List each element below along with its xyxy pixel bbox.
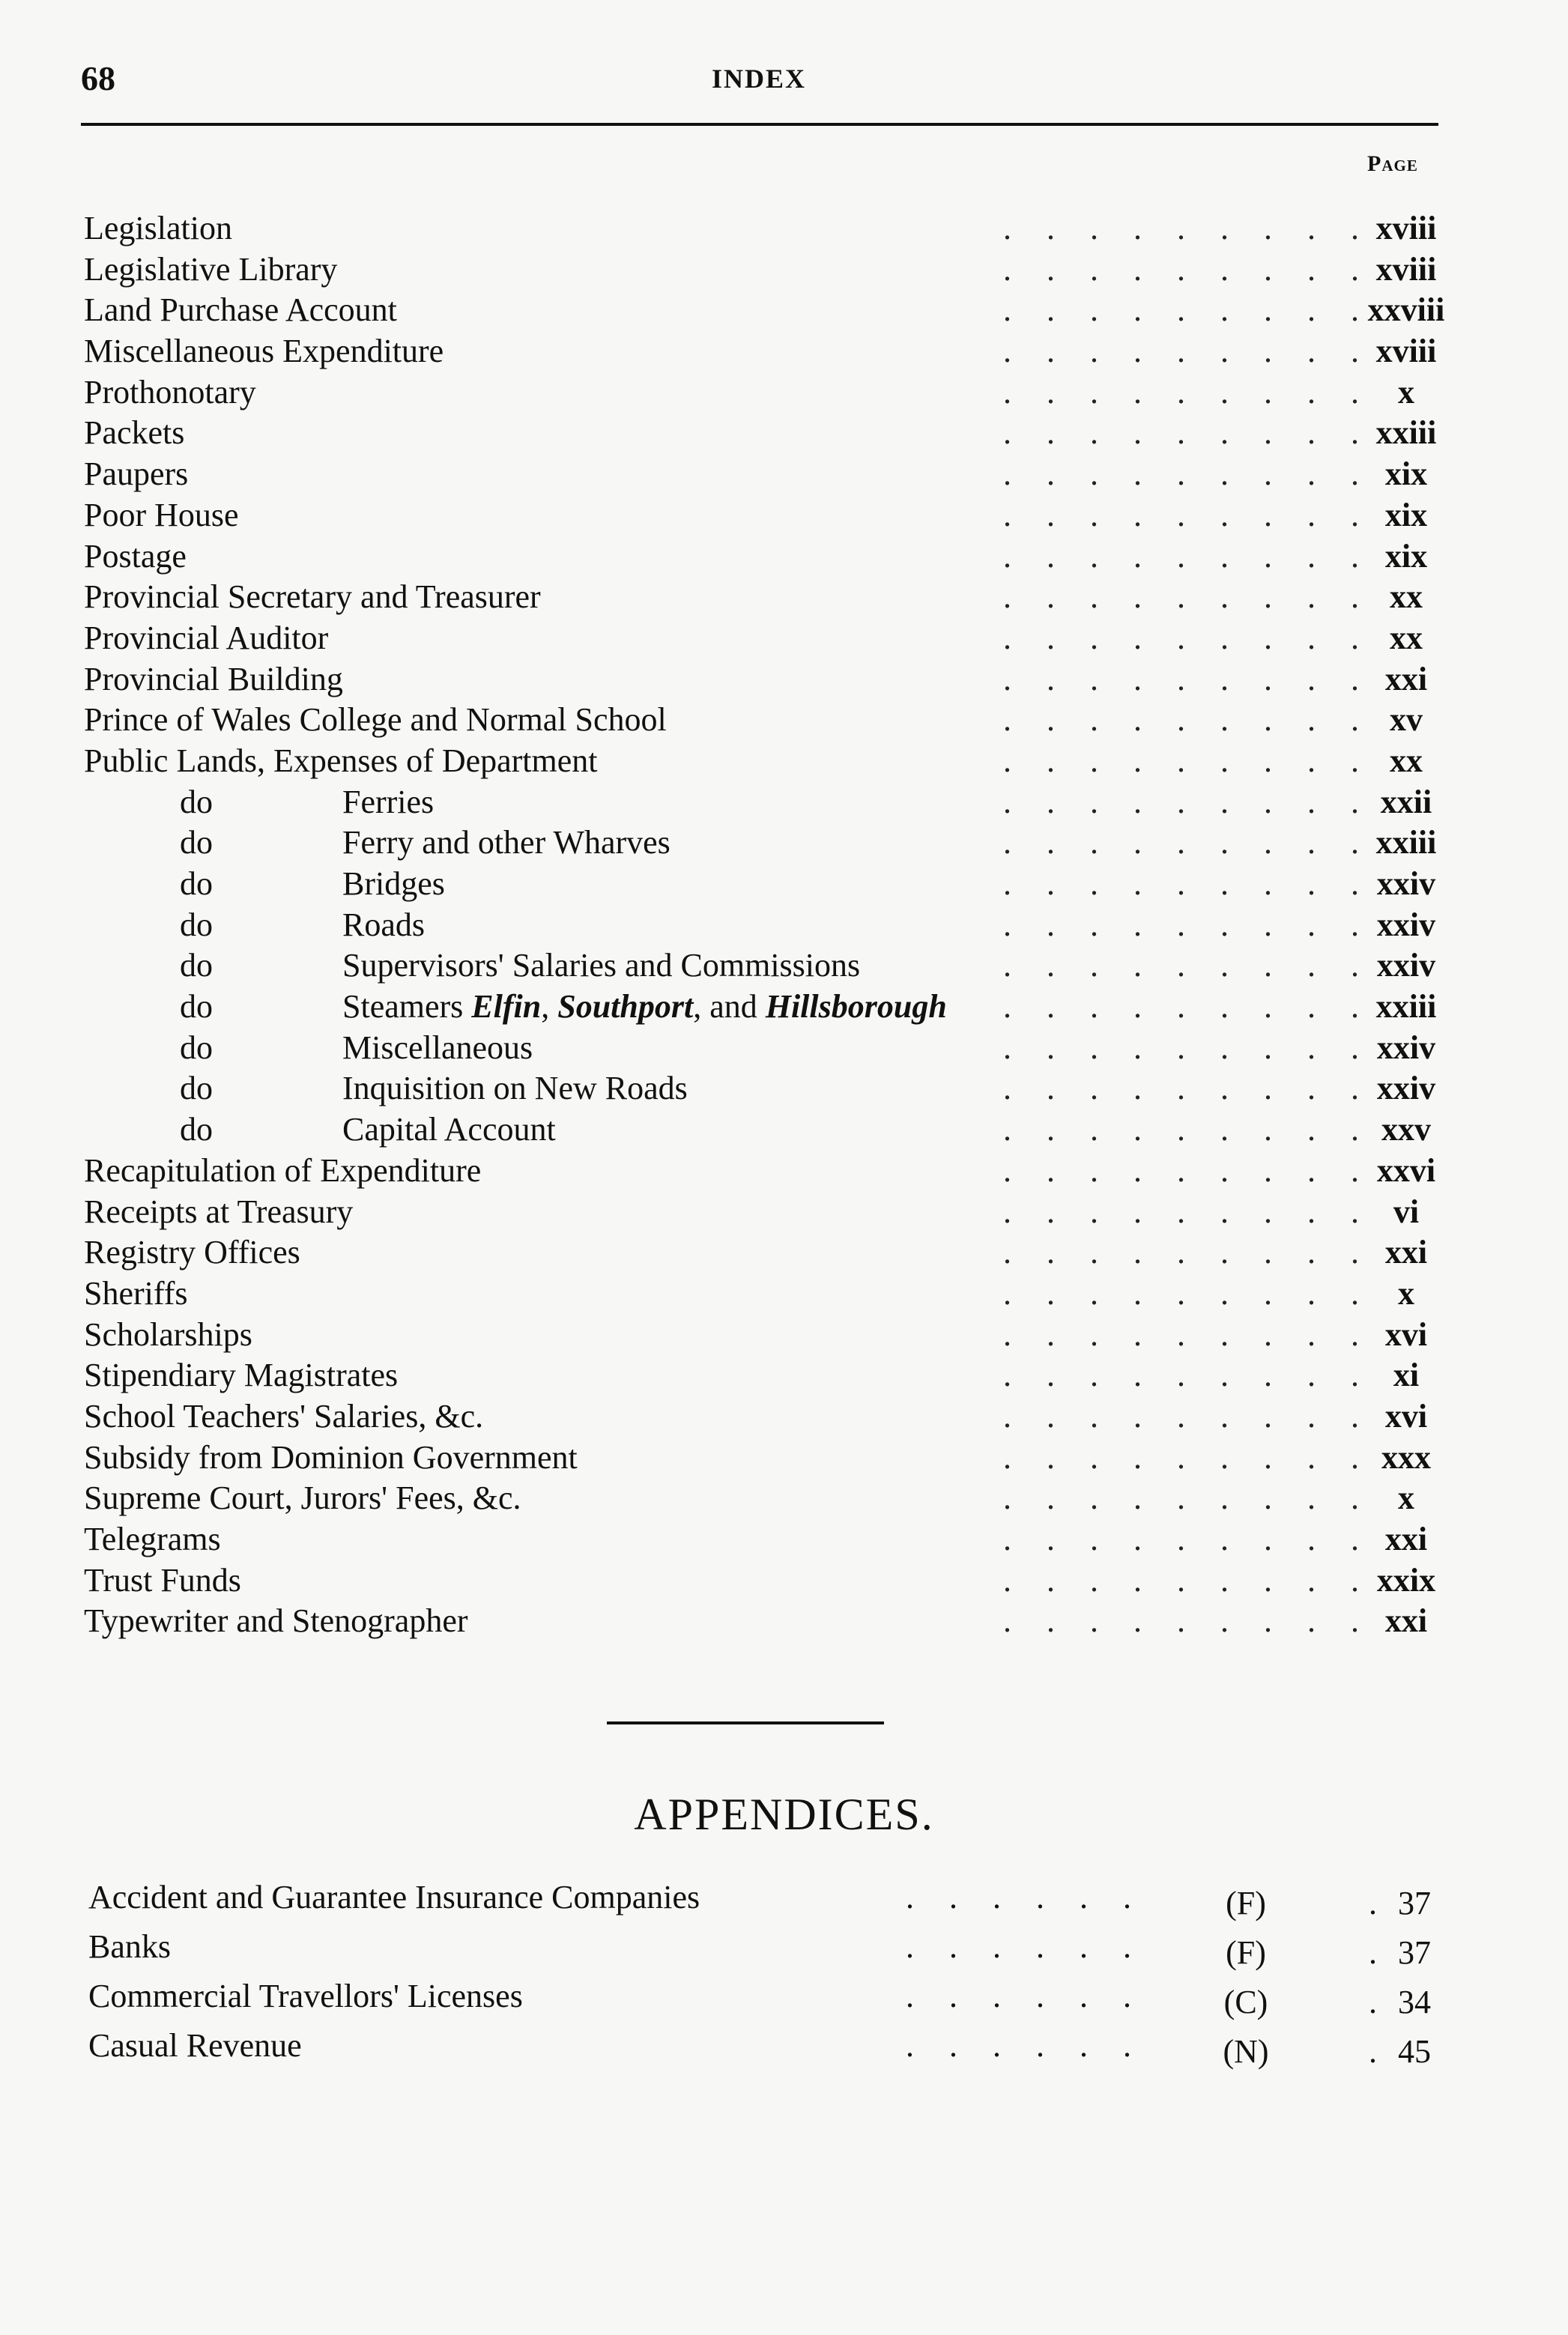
dot-leader: . . . . . .: [906, 1978, 1145, 2014]
entry-sublabel: Bridges: [342, 865, 445, 902]
entry-label: Receipts at Treasury: [84, 1193, 354, 1230]
ditto-mark: do: [180, 906, 213, 943]
ditto-mark: do: [180, 1111, 213, 1148]
index-entry: [84, 1232, 1455, 1274]
dot-leader: . . . . . . . . .: [1003, 1151, 1372, 1189]
entry-page: x: [1398, 373, 1414, 411]
dot-leader: . . . . . . . . .: [1003, 1602, 1372, 1640]
dot-leader: . . . . . . . . .: [1003, 578, 1372, 616]
dot-leader: . . . . . . . . .: [1003, 1397, 1372, 1435]
entry-label: Prince of Wales College and Normal School: [84, 701, 667, 739]
entry-label: Stipendiary Magistrates: [84, 1357, 399, 1394]
entry-page: xxi: [1384, 660, 1428, 697]
index-entry: [84, 659, 1455, 700]
appendices-title: APPENDICES.: [634, 1790, 934, 1839]
entry-page: xxv: [1381, 1111, 1431, 1148]
appendix-label: Accident and Guarantee Insurance Companies: [88, 1879, 700, 1915]
appendix-label: Commercial Travellors' Licenses: [88, 1978, 523, 2014]
entry-label: Provincial Building: [84, 660, 343, 697]
appendix-code: (F): [1226, 1934, 1266, 1971]
dot-leader: . . . . . . . . .: [1003, 1521, 1372, 1557]
entry-label: Trust Funds: [84, 1561, 241, 1599]
entry-sublabel: Inquisition on New Roads: [342, 1070, 688, 1107]
entry-label: Supreme Court, Jurors' Fees, &c.: [84, 1480, 521, 1517]
entry-label: Postage: [84, 537, 187, 575]
index-entry: [84, 536, 1455, 578]
sublabel-part: Steamers: [342, 988, 472, 1026]
appendices-list: [88, 1873, 1444, 2071]
index-entry: [84, 1355, 1455, 1396]
entry-page: vi: [1393, 1193, 1420, 1230]
entry-page: xxiv: [1376, 947, 1436, 984]
entry-page: xxi: [1384, 1521, 1428, 1557]
appendix-entry: [88, 1972, 1444, 2021]
entry-label: Provincial Auditor: [84, 619, 329, 656]
dot-leader: . . . . . . . . .: [1003, 333, 1372, 370]
index-entry: [84, 741, 1455, 782]
entry-page: xix: [1384, 496, 1428, 533]
entry-page: x: [1398, 1274, 1414, 1312]
entry-page: xxvi: [1376, 1151, 1436, 1189]
entry-label: Public Lands, Expenses of Department: [84, 742, 598, 779]
ditto-mark: do: [180, 1070, 213, 1107]
entry-label: Telegrams: [84, 1521, 221, 1557]
index-entry: [84, 1438, 1455, 1479]
dot-leader: . . . . . . . . .: [1003, 373, 1372, 411]
index-entry: [84, 1151, 1455, 1192]
ditto-mark: do: [180, 1029, 213, 1066]
entry-label: Recapitulation of Expenditure: [84, 1151, 482, 1189]
page-column-heading: Page: [1367, 151, 1418, 176]
index-entry: [84, 413, 1455, 454]
entry-label: Land Purchase Account: [84, 291, 397, 329]
index-entry: [84, 1028, 1455, 1069]
dot-leader: . . . . . . . . .: [1003, 210, 1372, 246]
index-entry: [84, 823, 1455, 864]
index-entry: [84, 454, 1455, 495]
appendix-page: 45: [1398, 2033, 1431, 2070]
dot-leader: . . . . . .: [906, 1928, 1145, 1965]
dot-leader: . . . . . . . . .: [1003, 1357, 1372, 1394]
entry-sublabel: Ferries: [342, 783, 435, 820]
dot-leader: . . . . . . . . .: [1003, 1480, 1372, 1517]
sublabel-part: Elfin: [471, 988, 542, 1026]
index-entry: [84, 700, 1455, 741]
index-entry: [84, 1068, 1455, 1109]
appendix-page: 37: [1398, 1885, 1431, 1921]
entry-page: xxiv: [1376, 1029, 1436, 1066]
dot-leader: . . . . . . . . .: [1003, 291, 1372, 329]
dot-leader: . . . . . . . . .: [1003, 250, 1372, 288]
entry-label: Miscellaneous Expenditure: [84, 333, 444, 370]
entry-page: xxi: [1384, 1602, 1428, 1640]
dot-leader: .: [1369, 1984, 1377, 2020]
dot-leader: . . . . . . . . .: [1003, 824, 1372, 861]
appendix-entry: [88, 1873, 1444, 1922]
entry-label: Paupers: [84, 455, 189, 493]
dot-leader: . . . . . . . . .: [1003, 1315, 1372, 1353]
entry-page: xvi: [1384, 1397, 1428, 1435]
appendix-code: (F): [1226, 1885, 1266, 1921]
index-entry: [84, 1274, 1455, 1315]
dot-leader: . . . . . . . . .: [1003, 1234, 1372, 1271]
appendix-page: 37: [1398, 1934, 1431, 1971]
entry-label: Legislative Library: [84, 250, 338, 288]
dot-leader: . . . . . . . . .: [1003, 1274, 1372, 1312]
page-header: [81, 58, 1437, 103]
sublabel-part: , and: [693, 988, 766, 1026]
dot-leader: . . . . . . . . .: [1003, 414, 1372, 452]
index-entry: [84, 1601, 1455, 1642]
entry-label: Registry Offices: [84, 1234, 300, 1271]
dot-leader: . . . . . . . . .: [1003, 742, 1372, 779]
entry-page: xxiv: [1376, 1070, 1436, 1107]
dot-leader: . . . . . . . . .: [1003, 906, 1372, 943]
dot-leader: . . . . . . . . .: [1003, 947, 1372, 984]
dot-leader: .: [1369, 1885, 1377, 1921]
entry-page: xviii: [1375, 333, 1437, 370]
appendix-entry: [88, 2021, 1444, 2071]
entry-page: xx: [1390, 578, 1423, 616]
dot-leader: . . . . . . . . .: [1003, 865, 1372, 902]
entry-page: x: [1398, 1480, 1414, 1517]
entry-label: Provincial Secretary and Treasurer: [84, 578, 541, 616]
entry-sublabel: Ferry and other Wharves: [342, 824, 671, 861]
index-entry: [84, 987, 1455, 1028]
dot-leader: . . . . . .: [906, 1879, 1145, 1915]
entry-sublabel: Supervisors' Salaries and Commissions: [342, 947, 861, 984]
index-entry: [84, 372, 1455, 414]
index-entry: [84, 249, 1455, 291]
index-entry: [84, 290, 1455, 331]
entry-page: xxi: [1384, 1234, 1428, 1271]
entry-page: xxx: [1381, 1438, 1431, 1476]
ditto-mark: do: [180, 947, 213, 984]
dot-leader: . . . . . . . . .: [1003, 1561, 1372, 1599]
index-entry: [84, 208, 1455, 249]
entry-page: xix: [1384, 537, 1428, 575]
sublabel-part: Southport: [557, 988, 694, 1026]
entry-page: xxiv: [1376, 906, 1436, 943]
dot-leader: . . . . . . . . .: [1003, 455, 1372, 493]
dot-leader: . . . . . . . . .: [1003, 1193, 1372, 1230]
dot-leader: . . . . . . . . .: [1003, 1070, 1372, 1107]
entry-sublabel: Roads: [342, 906, 425, 943]
index-entry: [84, 618, 1455, 659]
index-entry: [84, 1396, 1455, 1438]
dot-leader: . . . . . . . . .: [1003, 783, 1372, 820]
sublabel-part: ,: [541, 988, 558, 1026]
dot-leader: . . . . . . . . .: [1003, 537, 1372, 575]
index-entry: [84, 1478, 1455, 1519]
index-entry: [84, 1109, 1455, 1151]
entry-label: Typewriter and Stenographer: [84, 1602, 468, 1640]
dot-leader: . . . . . . . . .: [1003, 1111, 1372, 1148]
entry-page: xi: [1393, 1357, 1420, 1394]
dot-leader: . . . . . . . . .: [1003, 1029, 1372, 1066]
section-divider: [607, 1721, 884, 1724]
entry-page: xxviii: [1367, 291, 1445, 329]
index-entry: [84, 864, 1455, 905]
ditto-mark: do: [180, 988, 213, 1026]
entry-label: Poor House: [84, 496, 239, 533]
index-entry: [84, 782, 1455, 823]
sublabel-part: Hillsborough: [765, 988, 947, 1026]
appendix-label: Banks: [88, 1928, 171, 1965]
appendix-code: (N): [1223, 2033, 1269, 2070]
index-entry: [84, 331, 1455, 372]
index-entry: [84, 577, 1455, 618]
index-entry: [84, 1519, 1455, 1560]
entry-page: xxiii: [1375, 824, 1437, 861]
entry-page: xx: [1390, 619, 1423, 656]
entry-label: Scholarships: [84, 1315, 252, 1353]
dot-leader: . . . . . . . . .: [1003, 496, 1372, 533]
entry-label: School Teachers' Salaries, &c.: [84, 1397, 484, 1435]
entry-sublabel: Capital Account: [342, 1111, 556, 1148]
index-entry: [84, 495, 1455, 536]
entry-page: xviii: [1375, 210, 1437, 246]
entry-page: xix: [1384, 455, 1428, 493]
dot-leader: . . . . . . . . .: [1003, 619, 1372, 656]
page-number: 68: [81, 59, 115, 97]
entry-sublabel: [342, 987, 947, 1028]
dot-leader: .: [1369, 2033, 1377, 2070]
index-entry: [84, 1560, 1455, 1602]
ditto-mark: do: [180, 783, 213, 820]
appendix-label: Casual Revenue: [88, 2027, 302, 2064]
entry-sublabel: Miscellaneous: [342, 1029, 533, 1066]
entry-label: Legislation: [84, 210, 232, 246]
header-rule: [81, 123, 1438, 126]
dot-leader: .: [1369, 1934, 1377, 1971]
entry-page: xxiii: [1375, 414, 1437, 452]
index-list: [84, 208, 1455, 1642]
dot-leader: . . . . . . . . .: [1003, 988, 1372, 1026]
entry-page: xv: [1390, 701, 1423, 739]
appendix-entry: [88, 1922, 1444, 1972]
entry-label: Sheriffs: [84, 1274, 188, 1312]
index-entry: [84, 1315, 1455, 1356]
appendix-page: 34: [1398, 1984, 1431, 2020]
running-title: INDEX: [711, 64, 806, 94]
entry-page: xxii: [1380, 783, 1432, 820]
index-entry: [84, 945, 1455, 987]
entry-page: xx: [1390, 742, 1423, 779]
appendix-code: (C): [1223, 1984, 1268, 2020]
ditto-mark: do: [180, 824, 213, 861]
dot-leader: . . . . . . . . .: [1003, 1438, 1372, 1476]
dot-leader: . . . . . .: [906, 2027, 1145, 2064]
dot-leader: . . . . . . . . .: [1003, 660, 1372, 697]
index-entry: [84, 905, 1455, 946]
entry-label: Prothonotary: [84, 373, 256, 411]
index-entry: [84, 1192, 1455, 1233]
entry-page: xxiii: [1375, 988, 1437, 1026]
entry-label: Packets: [84, 414, 185, 452]
ditto-mark: do: [180, 865, 213, 902]
entry-page: xxiv: [1376, 865, 1436, 902]
dot-leader: . . . . . . . . .: [1003, 701, 1372, 739]
entry-label: Subsidy from Dominion Government: [84, 1438, 578, 1476]
entry-page: xxix: [1376, 1561, 1436, 1599]
entry-page: xvi: [1384, 1315, 1428, 1353]
entry-page: xviii: [1375, 250, 1437, 288]
